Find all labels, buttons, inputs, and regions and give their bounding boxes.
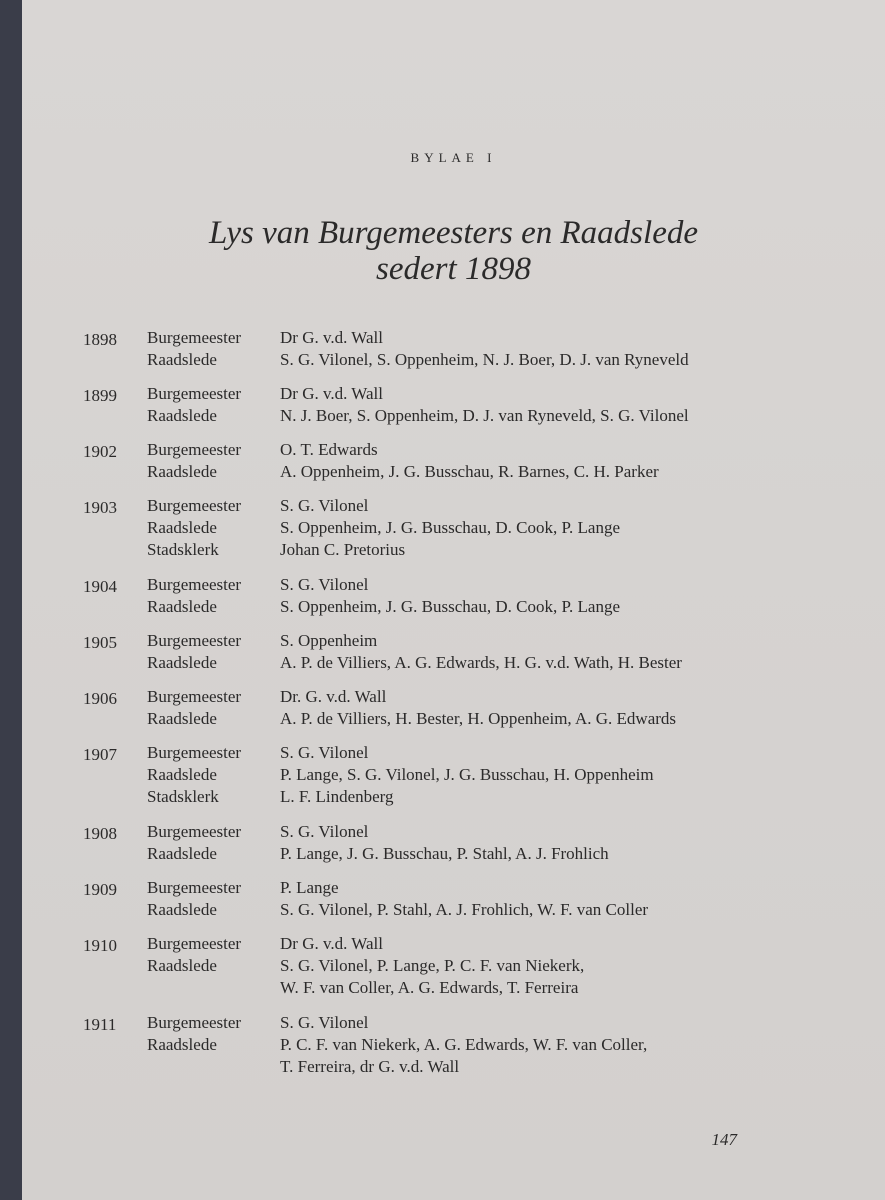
entry-year: 1903 bbox=[83, 498, 117, 517]
entry-names: P. Lange bbox=[280, 878, 339, 897]
entry-role: Burgemeester bbox=[147, 575, 242, 594]
title-line-2: sedert 1898 bbox=[376, 251, 531, 287]
entry-role: Raadslede bbox=[147, 518, 217, 537]
entry-year: 1904 bbox=[83, 577, 117, 596]
entry-role: Burgemeester bbox=[147, 743, 242, 762]
entry-role: Raadslede bbox=[147, 844, 217, 863]
entry-year: 1905 bbox=[83, 633, 117, 652]
entry-role: Raadslede bbox=[147, 765, 217, 784]
entry-names: S. G. Vilonel bbox=[280, 496, 369, 515]
entry-names: Dr G. v.d. Wall bbox=[280, 384, 383, 403]
entry-role: Raadslede bbox=[147, 350, 217, 369]
entry-names: P. Lange, J. G. Busschau, P. Stahl, A. J. Frohlich bbox=[280, 844, 609, 863]
entry-role: Burgemeester bbox=[147, 934, 242, 953]
entry-year: 1906 bbox=[83, 689, 117, 708]
entry-names: S. Oppenheim, J. G. Busschau, D. Cook, P. Lange bbox=[280, 597, 620, 616]
entry-names: S. G. Vilonel, S. Oppenheim, N. J. Boer, D. J. van Ryneveld bbox=[280, 350, 689, 369]
entry-role: Raadslede bbox=[147, 653, 217, 672]
entry-names: T. Ferreira, dr G. v.d. Wall bbox=[280, 1057, 460, 1076]
entry-names: Dr G. v.d. Wall bbox=[280, 328, 383, 347]
entry-role: Burgemeester bbox=[147, 328, 242, 347]
entry-role: Stadsklerk bbox=[147, 787, 219, 806]
entry-year: 1910 bbox=[83, 936, 117, 955]
entry-names: P. C. F. van Niekerk, A. G. Edwards, W. F. van Coller, bbox=[280, 1035, 648, 1054]
entry-names: S. G. Vilonel bbox=[280, 1013, 369, 1032]
page-title bbox=[22, 215, 885, 287]
entry-names: A. P. de Villiers, A. G. Edwards, H. G. v.d. Wath, H. Bester bbox=[280, 653, 682, 672]
entry-names: S. G. Vilonel bbox=[280, 743, 369, 762]
entry-role: Burgemeester bbox=[147, 440, 242, 459]
entry-role: Raadslede bbox=[147, 709, 217, 728]
appendix-label: BYLAE I bbox=[410, 150, 497, 165]
entry-role: Raadslede bbox=[147, 406, 217, 425]
entry-names: W. F. van Coller, A. G. Edwards, T. Ferreira bbox=[280, 978, 579, 997]
entry-names: S. G. Vilonel bbox=[280, 575, 369, 594]
entry-names: Dr G. v.d. Wall bbox=[280, 934, 383, 953]
entry-year: 1899 bbox=[83, 386, 117, 405]
entry-names: S. Oppenheim, J. G. Busschau, D. Cook, P. Lange bbox=[280, 518, 620, 537]
entry-year: 1898 bbox=[83, 330, 117, 349]
entry-year: 1902 bbox=[83, 442, 117, 461]
entry-names: S. G. Vilonel, P. Stahl, A. J. Frohlich, W. F. van Coller bbox=[280, 900, 649, 919]
entry-role: Burgemeester bbox=[147, 878, 242, 897]
entry-year: 1911 bbox=[83, 1015, 117, 1034]
entry-names: A. Oppenheim, J. G. Busschau, R. Barnes, C. H. Parker bbox=[280, 462, 659, 481]
entry-role: Burgemeester bbox=[147, 631, 242, 650]
entry-role: Raadslede bbox=[147, 1035, 217, 1054]
entry-year: 1908 bbox=[83, 824, 117, 843]
entry-role: Stadsklerk bbox=[147, 540, 219, 559]
entry-year: 1907 bbox=[83, 745, 117, 764]
entry-role: Burgemeester bbox=[147, 687, 242, 706]
entry-role: Raadslede bbox=[147, 462, 217, 481]
entry-names: S. G. Vilonel bbox=[280, 822, 369, 841]
entry-role: Burgemeester bbox=[147, 496, 242, 515]
entry-role: Raadslede bbox=[147, 597, 217, 616]
entry-names: O. T. Edwards bbox=[280, 440, 378, 459]
entry-names: S. G. Vilonel, P. Lange, P. C. F. van Niekerk, bbox=[280, 956, 585, 975]
entry-role: Burgemeester bbox=[147, 1013, 242, 1032]
entry-role: Burgemeester bbox=[147, 384, 242, 403]
entry-names: P. Lange, S. G. Vilonel, J. G. Busschau, H. Oppenheim bbox=[280, 765, 654, 784]
entry-year: 1909 bbox=[83, 880, 117, 899]
entry-names: S. Oppenheim bbox=[280, 631, 378, 650]
entry-names: N. J. Boer, S. Oppenheim, D. J. van Ryneveld, S. G. Vilonel bbox=[280, 406, 689, 425]
entry-names: Dr. G. v.d. Wall bbox=[280, 687, 387, 706]
book-page bbox=[22, 0, 885, 1200]
entry-names: L. F. Lindenberg bbox=[280, 787, 394, 806]
page-number: 147 bbox=[711, 1130, 737, 1149]
entry-names: Johan C. Pretorius bbox=[280, 540, 406, 559]
entry-role: Raadslede bbox=[147, 956, 217, 975]
entry-role: Raadslede bbox=[147, 900, 217, 919]
entry-role: Burgemeester bbox=[147, 822, 242, 841]
title-line-1: Lys van Burgemeesters en Raadslede bbox=[208, 215, 698, 251]
entry-names: A. P. de Villiers, H. Bester, H. Oppenheim, A. G. Edwards bbox=[280, 709, 677, 728]
